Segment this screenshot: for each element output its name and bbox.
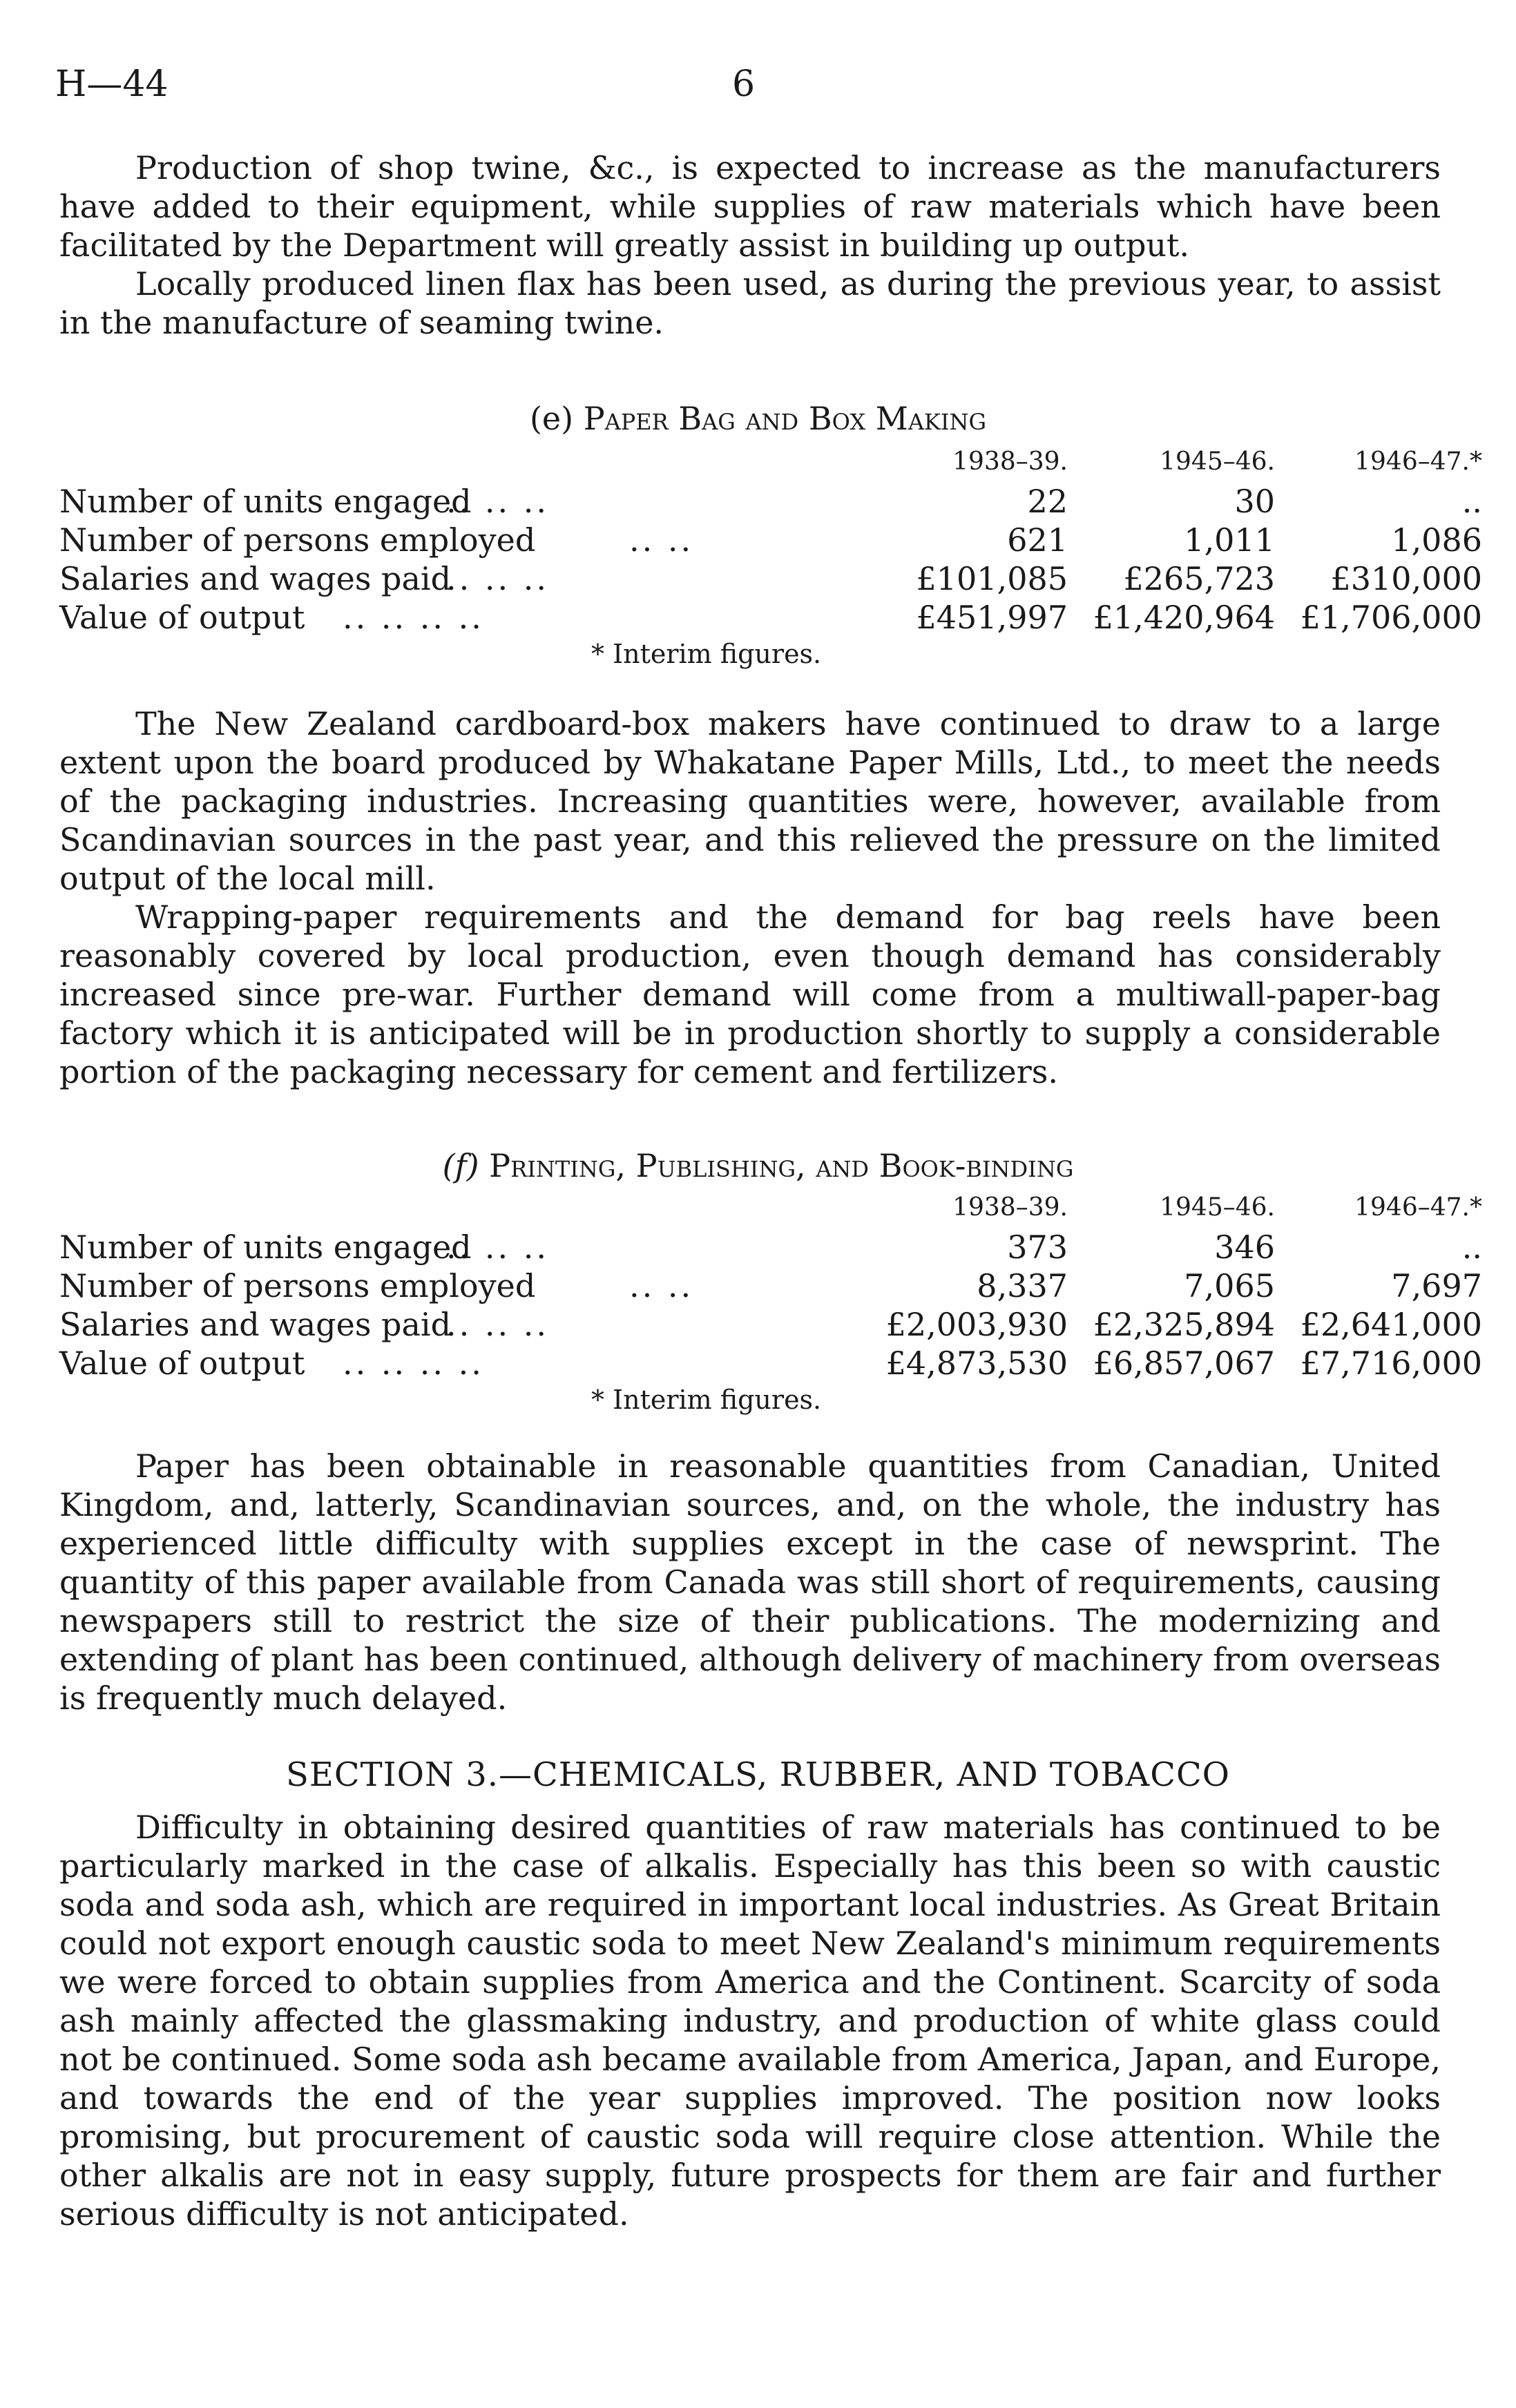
- cell-value: £101,085: [916, 560, 1068, 597]
- year-header: 1945–46.: [1160, 447, 1275, 476]
- leader-dots: .. .. ..: [446, 1306, 549, 1343]
- cell-value: 1,011: [1184, 521, 1275, 559]
- year-header: 1945–46.: [1160, 1193, 1275, 1222]
- leader-dots: .. .. ..: [446, 560, 549, 597]
- paragraph-shop-twine: Production of shop twine, &c., is expected to increase as the manufacturers have added to their equipment, while supplies of raw materials which have been facilitated by the Department will greatly assist in building up output.: [59, 149, 1441, 264]
- year-header: 1938–39.: [952, 447, 1068, 476]
- cell-value: £2,325,894: [1093, 1306, 1275, 1343]
- table-e: [59, 447, 1482, 671]
- document-code: H—44: [55, 64, 169, 105]
- paragraph-linen-flax: Locally produced linen flax has been used, as during the previous year, to assist in the manufacture of seaming twine.: [59, 265, 1441, 341]
- row-label: Salaries and wages paid: [59, 1306, 452, 1343]
- table-f-letter: (f): [442, 1147, 479, 1184]
- cell-value: £310,000: [1330, 560, 1482, 597]
- table-row: [59, 1266, 1482, 1305]
- footnote-text: * Interim figures.: [591, 1385, 822, 1415]
- paragraph-wrapping-paper: Wrapping-paper requirements and the demand for bag reels have been reasonably covered by local production, even though demand has considerably increased since pre-war. Further demand will come from a multiwall-paper-bag factory which it is anticipated will be in production shortly to supply a considerable portion of the packaging necessary for cement and fertilizers.: [59, 898, 1441, 1090]
- row-label: Number of units engaged: [59, 1229, 472, 1266]
- row-label: Number of persons employed: [59, 521, 536, 559]
- table-footnote: [59, 637, 1441, 671]
- table-row: [59, 559, 1482, 598]
- table-e-heading: [0, 399, 1516, 438]
- cell-value: £7,716,000: [1300, 1345, 1482, 1382]
- page-number: 6: [732, 64, 756, 105]
- cell-value: £2,641,000: [1300, 1306, 1482, 1343]
- cell-value: £265,723: [1123, 560, 1275, 597]
- table-f-title: Printing, Publishing, and Book-binding: [489, 1147, 1074, 1184]
- cell-value: 373: [1007, 1229, 1068, 1266]
- page-header: [55, 64, 1464, 112]
- leader-dots: .. .. ..: [446, 483, 549, 520]
- cell-value: ..: [1461, 1229, 1482, 1266]
- table-row: [59, 521, 1482, 559]
- paragraph-paper-supply: Paper has been obtainable in reasonable quantities from Canadian, United Kingdom, and, latterly, Scandinavian sources, and, on the whole, the industry has experienced little difficulty with supplies except in the case of newsprint. The quantity of this paper available from Canada was still short of requirements, causing newspapers still to restrict the size of their publications. The modernizing and extending of plant has been continued, although delivery of machinery from overseas is frequently much delayed.: [59, 1447, 1441, 1717]
- row-label: Number of units engaged: [59, 483, 472, 520]
- footnote-text: * Interim figures.: [591, 639, 822, 669]
- cell-value: £4,873,530: [885, 1345, 1068, 1382]
- table-f: [59, 1193, 1482, 1417]
- cell-value: £1,706,000: [1300, 599, 1482, 636]
- cell-value: 7,697: [1391, 1267, 1482, 1304]
- paragraph-cardboard-box: The New Zealand cardboard-box makers have continued to draw to a large extent upon the board produced by Whakatane Paper Mills, Ltd., to meet the needs of the packaging industries. Increasing quantities were, however, available from Scandinavian sources in the past year, and this relieved the pressure on the limited output of the local mill.: [59, 705, 1441, 897]
- section-heading: SECTION 3.—CHEMICALS, RUBBER, AND TOBACCO: [285, 1755, 1231, 1794]
- leader-dots: .. .. .. ..: [343, 599, 484, 636]
- cell-value: 7,065: [1184, 1267, 1275, 1304]
- leader-dots: .. ..: [629, 1267, 694, 1304]
- table-e-letter: (e): [529, 400, 574, 437]
- cell-value: £2,003,930: [885, 1306, 1068, 1343]
- leader-dots: .. .. .. ..: [343, 1345, 484, 1382]
- leader-dots: .. .. ..: [446, 1229, 549, 1266]
- cell-value: £1,420,964: [1093, 599, 1275, 636]
- table-footnote: [59, 1383, 1441, 1417]
- year-header: 1946–47.*: [1354, 1193, 1482, 1222]
- cell-value: 22: [1027, 483, 1068, 520]
- table-e-year-headers: [59, 447, 1482, 482]
- leader-dots: .. ..: [629, 521, 694, 559]
- row-label: Value of output: [59, 599, 305, 636]
- paragraph-chemicals: Difficulty in obtaining desired quantities of raw materials has continued to be particularly marked in the case of alkalis. Especially has this been so with caustic soda and soda ash, which are required in important local industries. As Great Britain could not export enough caustic soda to meet New Zealand's minimum requirements we were forced to obtain supplies from America and the Continent. Scarcity of soda ash mainly affected the glassmaking industry, and production of white glass could not be continued. Some soda ash became available from America, Japan, and Europe, and towards the end of the year supplies improved. The position now looks promising, but procurement of caustic soda will require close attention. While the other alkalis are not in easy supply, future prospects for them are fair and further serious difficulty is not anticipated.: [59, 1809, 1441, 2233]
- cell-value: 30: [1234, 483, 1275, 520]
- year-header: 1938–39.: [952, 1193, 1068, 1222]
- cell-value: 346: [1214, 1229, 1275, 1266]
- year-header: 1946–47.*: [1354, 447, 1482, 476]
- table-row: [59, 482, 1482, 521]
- cell-value: £6,857,067: [1093, 1345, 1275, 1382]
- cell-value: ..: [1461, 483, 1482, 520]
- cell-value: £451,997: [916, 599, 1068, 636]
- table-row: [59, 1228, 1482, 1266]
- table-f-heading: [0, 1146, 1516, 1185]
- table-row: [59, 1344, 1482, 1383]
- table-f-year-headers: [59, 1193, 1482, 1228]
- cell-value: 1,086: [1391, 521, 1482, 559]
- table-row: [59, 598, 1482, 637]
- table-row: [59, 1305, 1482, 1344]
- row-label: Number of persons employed: [59, 1267, 536, 1304]
- row-label: Value of output: [59, 1345, 305, 1382]
- cell-value: 8,337: [977, 1267, 1068, 1304]
- cell-value: 621: [1007, 521, 1068, 559]
- table-e-title: Paper Bag and Box Making: [583, 400, 987, 437]
- row-label: Salaries and wages paid: [59, 560, 452, 597]
